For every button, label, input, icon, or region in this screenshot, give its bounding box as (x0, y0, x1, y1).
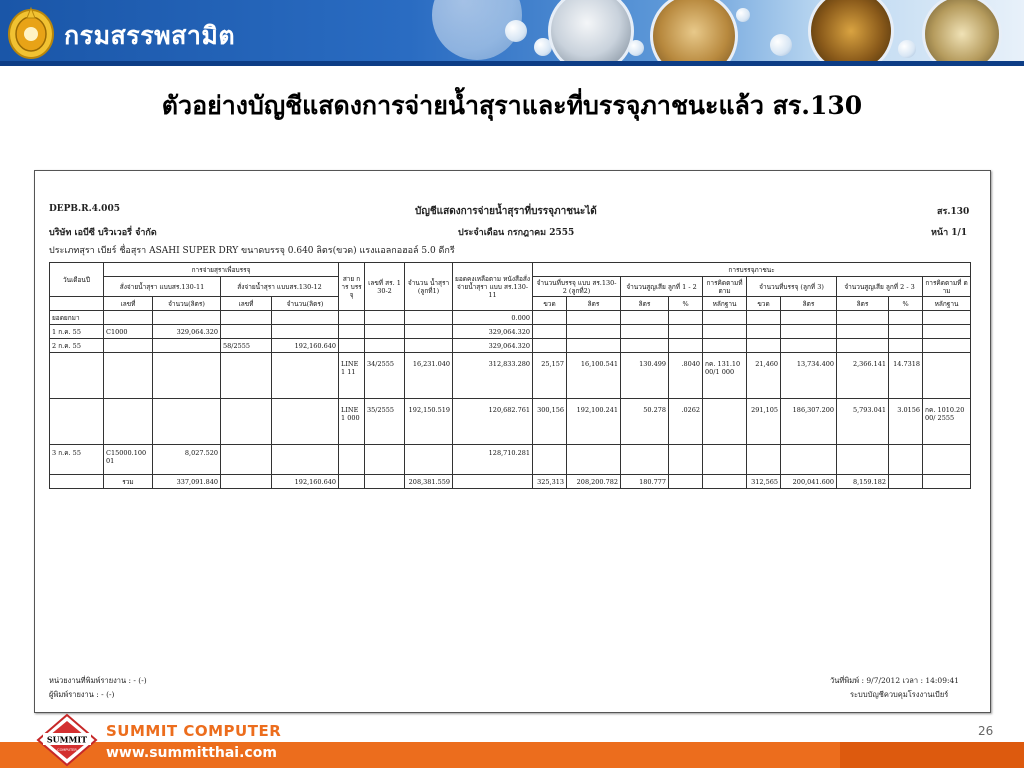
table-cell-date: 1 ก.ค. 55 (50, 325, 104, 339)
col-header: การบรรจุภาชนะ (533, 263, 971, 277)
table-cell-docno: 35/2555 (365, 399, 405, 445)
banner-stripe (0, 61, 1024, 66)
table-cell-no12 (221, 399, 272, 445)
table-cell-loss_l: 180.777 (621, 475, 669, 489)
table-cell-bottles (533, 325, 567, 339)
calculator-photo (548, 0, 634, 66)
table-cell-liters: 192,100.241 (567, 399, 621, 445)
table-cell-no11: รวม (104, 475, 153, 489)
table-cell-qty11: 337,091.840 (153, 475, 221, 489)
table-cell-bottles (533, 339, 567, 353)
col-header: ขวด (747, 297, 781, 311)
department-name: กรมสรรพสามิต (64, 21, 236, 50)
col-header: การจ่ายสุราเพื่อบรรจุ (104, 263, 339, 277)
col-header: จำนวนที่บรรจุ (ลูกที่ 3) (747, 277, 837, 297)
table-cell-no11 (104, 399, 153, 445)
table-cell-liters3 (781, 311, 837, 325)
table-cell-loss3_p (889, 325, 923, 339)
table-cell-loss3_l (837, 445, 889, 475)
table-cell-loss3_p (889, 445, 923, 475)
table-cell-no11 (104, 311, 153, 325)
col-header: ลิตร (781, 297, 837, 311)
table-cell-loss3_l (837, 325, 889, 339)
table-cell-balance: 312,833.280 (453, 353, 533, 399)
table-cell-qty12 (272, 325, 339, 339)
form-number: สร.130 (937, 207, 970, 217)
table-cell-liters (567, 339, 621, 353)
col-header: ขวด (533, 297, 567, 311)
table-cell-loss3_p (889, 339, 923, 353)
decor-bubble (736, 8, 750, 22)
decor-bubble (770, 34, 792, 56)
table-cell-line (339, 311, 365, 325)
table-cell-ref (703, 399, 747, 445)
ledger-body (50, 311, 971, 489)
col-header: ลิตร (621, 297, 669, 311)
table-cell-loss_p (669, 445, 703, 475)
table-cell-qty11: 8,027.520 (153, 445, 221, 475)
table-row (50, 399, 971, 445)
document-page: หน้า 1/1 (931, 228, 968, 238)
decor-bubble (628, 40, 644, 56)
table-header-row (50, 263, 971, 277)
footer-bar-accent (840, 742, 1024, 768)
table-cell-docno (365, 339, 405, 353)
table-cell-qty12 (272, 445, 339, 475)
table-cell-balance: 128,710.281 (453, 445, 533, 475)
table-cell-qty12: 192,160.640 (272, 339, 339, 353)
table-cell-qty12 (272, 399, 339, 445)
table-row (50, 475, 971, 489)
col-header: % (669, 297, 703, 311)
table-cell-balance: 0.000 (453, 311, 533, 325)
table-cell-bottles3: 312,565 (747, 475, 781, 489)
table-cell-ref3 (923, 353, 971, 399)
table-cell-qty: 16,231.040 (405, 353, 453, 399)
ledger-document (34, 170, 991, 713)
table-cell-liters3: 13,734.400 (781, 353, 837, 399)
col-header: เลขที่ (221, 297, 272, 311)
table-cell-qty12 (272, 353, 339, 399)
table-row (50, 353, 971, 399)
logo-text: SUMMIT (46, 734, 88, 745)
table-cell-balance: 120,682.761 (453, 399, 533, 445)
website-link[interactable]: www.summitthai.com (106, 745, 277, 761)
table-cell-bottles3 (747, 339, 781, 353)
table-cell-liters (567, 311, 621, 325)
table-cell-no12 (221, 311, 272, 325)
table-cell-qty (405, 311, 453, 325)
excise-seal-icon (6, 4, 56, 60)
table-cell-qty: 208,381.559 (405, 475, 453, 489)
table-row (50, 339, 971, 353)
table-cell-docno: 34/2555 (365, 353, 405, 399)
table-cell-liters3 (781, 325, 837, 339)
table-cell-bottles3 (747, 311, 781, 325)
coins-photo (650, 0, 738, 66)
table-cell-loss3_p: 3.0156 (889, 399, 923, 445)
table-cell-loss_l (621, 339, 669, 353)
table-cell-line (339, 339, 365, 353)
col-header: จำนวนที่บรรจุ แบบ สร.130-2 (ลูกที่2) (533, 277, 621, 297)
table-cell-balance: 329,064.320 (453, 325, 533, 339)
table-cell-line (339, 325, 365, 339)
ledger-table (49, 262, 971, 489)
col-header: สั่งจ่ายน้ำสุรา แบบสร.130-11 (104, 277, 221, 297)
col-header: วันเดือนปี (50, 263, 104, 297)
col-header: ลิตร (837, 297, 889, 311)
table-cell-bottles: 325,313 (533, 475, 567, 489)
table-cell-ref (703, 445, 747, 475)
summit-logo-icon (36, 713, 98, 767)
table-cell-loss3_l: 5,793.041 (837, 399, 889, 445)
col-header: จำนวนสูญเสีย ลูกที่ 2 - 3 (837, 277, 923, 297)
table-cell-docno (365, 325, 405, 339)
table-cell-liters3 (781, 445, 837, 475)
table-cell-qty: 192,150.519 (405, 399, 453, 445)
table-cell-no11 (104, 353, 153, 399)
chart-photo (808, 0, 894, 66)
table-cell-liters3 (781, 339, 837, 353)
table-cell-loss3_p: 14.7318 (889, 353, 923, 399)
table-cell-docno (365, 445, 405, 475)
col-header: สาย การ บรรจุ (339, 263, 365, 311)
col-header: หลักฐาน (703, 297, 747, 311)
table-cell-qty11 (153, 353, 221, 399)
document-heading: บัญชีแสดงการจ่ายน้ำสุราที่บรรจุภาชนะได้ (415, 206, 597, 217)
table-cell-line (339, 445, 365, 475)
document-code: DEPB.R.4.005 (49, 204, 120, 214)
table-cell-loss_l (621, 445, 669, 475)
table-cell-no12 (221, 353, 272, 399)
table-cell-ref3: กค. 1010.2000/ 2555 (923, 399, 971, 445)
table-cell-loss_p (669, 475, 703, 489)
table-cell-loss_p: .0262 (669, 399, 703, 445)
table-cell-balance: 329,064.320 (453, 339, 533, 353)
table-cell-date: 3 ก.ค. 55 (50, 445, 104, 475)
table-cell-line: LINE1 11 (339, 353, 365, 399)
col-header: การคิดตามที่ ตาม (703, 277, 747, 297)
table-cell-ref3 (923, 325, 971, 339)
table-cell-ref (703, 325, 747, 339)
table-cell-liters: 208,200.782 (567, 475, 621, 489)
table-cell-date (50, 475, 104, 489)
report-printer: ผู้พิมพ์รายงาน : - (-) (49, 690, 115, 699)
table-cell-qty11: 329,064.320 (153, 325, 221, 339)
money-photo (922, 0, 1002, 66)
table-row (50, 325, 971, 339)
table-cell-no11: C15000.100 01 (104, 445, 153, 475)
table-cell-ref3 (923, 311, 971, 325)
table-cell-loss3_p (889, 311, 923, 325)
table-cell-balance (453, 475, 533, 489)
product-description: ประเภทสุรา เบียร์ ชื่อสุรา ASAHI SUPER DRY ขนาดบรรจุ 0.640 ลิตร(ขวด) แรงแอลกอฮอล์ 5.0 ดีกรี (49, 246, 455, 256)
table-cell-qty11 (153, 339, 221, 353)
table-cell-docno (365, 475, 405, 489)
table-cell-loss_p (669, 339, 703, 353)
table-cell-bottles3: 21,460 (747, 353, 781, 399)
table-cell-bottles: 300,156 (533, 399, 567, 445)
table-cell-bottles: 25,157 (533, 353, 567, 399)
col-header: ยอดคงเหลือตาม หนังสือสั่งจ่ายน้ำสุรา แบบ สร.130-11 (453, 263, 533, 311)
table-cell-loss_l: 50.278 (621, 399, 669, 445)
report-unit: หน่วยงานที่พิมพ์รายงาน : - (-) (49, 676, 147, 685)
col-header: จำนวน(ลิตร) (272, 297, 339, 311)
col-header: การคิดตามที่ ตาม (923, 277, 971, 297)
logo-subtext: COMPUTER (57, 748, 77, 752)
company-name: บริษัท เอบีซี บริวเวอรี่ จำกัด (49, 228, 157, 238)
decor-bubble (505, 20, 527, 42)
table-cell-ref3 (923, 445, 971, 475)
table-cell-loss_l (621, 311, 669, 325)
table-cell-bottles3 (747, 325, 781, 339)
period-label: ประจำเดือน กรกฎาคม 2555 (458, 228, 575, 238)
col-header: หลักฐาน (923, 297, 971, 311)
col-header: % (889, 297, 923, 311)
col-header: สั่งจ่ายน้ำสุรา แบบสร.130-12 (221, 277, 339, 297)
table-cell-ref (703, 339, 747, 353)
table-cell-date: 2 ก.ค. 55 (50, 339, 104, 353)
table-cell-no12 (221, 475, 272, 489)
table-cell-loss3_l: 2,366.141 (837, 353, 889, 399)
table-row (50, 311, 971, 325)
table-cell-liters: 16,100.541 (567, 353, 621, 399)
table-cell-loss_p: .8040 (669, 353, 703, 399)
col-header (50, 297, 104, 311)
table-cell-qty12 (272, 311, 339, 325)
col-header: ลิตร (567, 297, 621, 311)
col-header: จำนวน(ลิตร) (153, 297, 221, 311)
table-cell-bottles (533, 311, 567, 325)
slide-title: ตัวอย่างบัญชีแสดงการจ่ายน้ำสุราและที่บรรจุภาชนะแล้ว สร.130 (161, 91, 863, 120)
table-cell-qty11 (153, 311, 221, 325)
table-cell-bottles3 (747, 445, 781, 475)
table-cell-liters3: 186,307.200 (781, 399, 837, 445)
table-cell-qty12: 192,160.640 (272, 475, 339, 489)
table-cell-qty (405, 325, 453, 339)
table-cell-docno (365, 311, 405, 325)
table-row (50, 445, 971, 475)
table-cell-qty (405, 339, 453, 353)
decor-bubble (898, 40, 916, 58)
table-cell-qty11 (153, 399, 221, 445)
table-cell-no11 (104, 339, 153, 353)
table-cell-line: LINE1 000 (339, 399, 365, 445)
slide-page-number: 26 (978, 724, 994, 738)
table-cell-loss3_l (837, 311, 889, 325)
table-cell-ref (703, 475, 747, 489)
table-cell-date: ยอดยกมา (50, 311, 104, 325)
table-cell-qty (405, 445, 453, 475)
table-cell-ref3 (923, 339, 971, 353)
table-cell-liters (567, 325, 621, 339)
table-cell-loss_l (621, 325, 669, 339)
table-cell-bottles (533, 445, 567, 475)
col-header: จำนวน น้ำสุรา (ลูกที่1) (405, 263, 453, 311)
table-cell-ref: กค. 131.1000/1 000 (703, 353, 747, 399)
table-cell-date (50, 353, 104, 399)
table-cell-line (339, 475, 365, 489)
table-cell-liters3: 200,041.600 (781, 475, 837, 489)
col-header: เลขที่ (104, 297, 153, 311)
table-cell-bottles3: 291,105 (747, 399, 781, 445)
table-cell-liters (567, 445, 621, 475)
table-cell-no12: 58/2555 (221, 339, 272, 353)
table-cell-loss_p (669, 311, 703, 325)
table-cell-no12 (221, 445, 272, 475)
table-cell-ref3 (923, 475, 971, 489)
table-cell-date (50, 399, 104, 445)
table-cell-no12 (221, 325, 272, 339)
table-cell-no11: C1000 (104, 325, 153, 339)
brand-name: SUMMIT COMPUTER (106, 722, 282, 740)
table-cell-loss_l: 130.499 (621, 353, 669, 399)
system-name: ระบบบัญชีควบคุมโรงงานเบียร์ (850, 690, 949, 699)
table-cell-loss_p (669, 325, 703, 339)
header-banner (0, 0, 1024, 66)
print-timestamp: วันที่พิมพ์ : 9/7/2012 เวลา : 14:09:41 (830, 676, 960, 685)
col-header: เลขที่ สร. 130-2 (365, 263, 405, 311)
table-cell-loss3_l: 8,159.182 (837, 475, 889, 489)
table-cell-ref (703, 311, 747, 325)
table-cell-loss3_l (837, 339, 889, 353)
col-header: จำนวนสูญเสีย ลูกที่ 1 - 2 (621, 277, 703, 297)
table-cell-loss3_p (889, 475, 923, 489)
